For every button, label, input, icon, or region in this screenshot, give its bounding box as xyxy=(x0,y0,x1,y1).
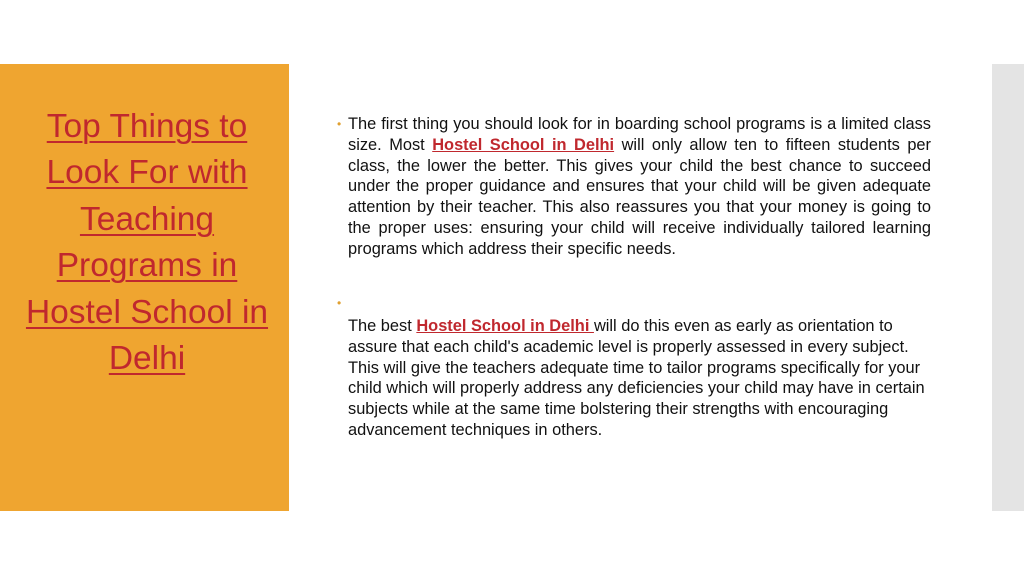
slide-title[interactable]: Top Things to Look For with Teaching Programs in Hostel School in Delhi xyxy=(25,108,269,378)
side-scroll-bar xyxy=(992,64,1024,511)
paragraph-2-text-before: The best xyxy=(348,317,417,335)
bullet-paragraph-2 xyxy=(348,316,934,441)
paragraph-1-text-before: The first thing you should look for in boarding school programs is a limited class size. Most xyxy=(348,115,931,154)
bullet-paragraph-1 xyxy=(348,114,931,260)
hostel-school-link-2[interactable]: Hostel School in Delhi xyxy=(416,317,594,335)
hostel-school-link-1[interactable]: Hostel School in Delhi xyxy=(432,135,615,154)
paragraph-1-text-after: will only allow ten to fifteen students per class, the lower the better. This gives your child the best chance to succeed under the proper guidance and ensures that your child will be given adequate attention by their teacher. This also reassures you that your money is going to the proper uses: ensuring your child will receive individually tailored learning programs which address their specific needs. xyxy=(348,135,932,258)
paragraph-2-text-after: will do this even as early as orientation to assure that each child's academic level is properly assessed in every subject. This will give the teachers adequate time to tailor programs specifically for your child which will properly address any deficiencies your child may have in certain subjects while at the same time bolstering their strengths with encouraging advancement techniques in others. xyxy=(348,317,925,439)
bullet-icon: • xyxy=(337,296,342,310)
bullet-icon: • xyxy=(337,117,342,131)
